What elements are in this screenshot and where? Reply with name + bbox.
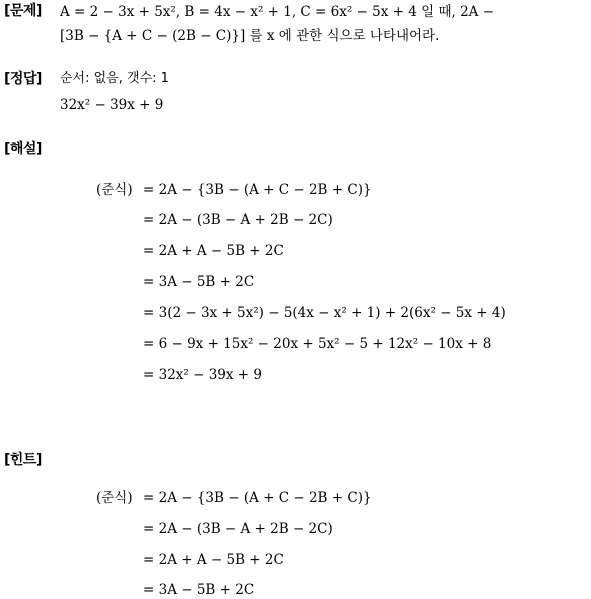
problem-statement-line-2: [3B − {A + C − (2B − C)}] 를 x 에 관한 식으로 나타내어라. — [60, 28, 440, 44]
solution-step-4: = 3A − 5B + 2C — [143, 274, 255, 290]
hint-step-3: = 2A + A − 5B + 2C — [143, 552, 284, 568]
answer-meta: 순서: 없음, 갯수: 1 — [60, 71, 169, 86]
solution-step-2: = 2A − (3B − A + 2B − 2C) — [143, 212, 333, 228]
hint-step-1: = 2A − {3B − (A + C − 2B + C)} — [143, 490, 372, 506]
solution-expression-label: (준식) — [96, 182, 133, 198]
solution-step-3: = 2A + A − 5B + 2C — [143, 243, 284, 259]
answer-value: 32x² − 39x + 9 — [60, 97, 164, 113]
hint-expression-label: (준식) — [96, 490, 133, 506]
solution-step-1: = 2A − {3B − (A + C − 2B + C)} — [143, 182, 372, 198]
solution-tag: [해설] — [4, 141, 42, 157]
hint-tag: [힌트] — [4, 452, 42, 468]
solution-step-5: = 3(2 − 3x + 5x²) − 5(4x − x² + 1) + 2(6x² − 5x + 4) — [143, 305, 506, 321]
solution-step-7: = 32x² − 39x + 9 — [143, 367, 262, 383]
problem-statement-line-1: A = 2 − 3x + 5x², B = 4x − x² + 1, C = 6x² − 5x + 4 일 때, 2A − — [60, 4, 495, 20]
solution-step-6: = 6 − 9x + 15x² − 20x + 5x² − 5 + 12x² − 10x + 8 — [143, 336, 492, 352]
answer-tag: [정답] — [4, 71, 42, 87]
hint-step-2: = 2A − (3B − A + 2B − 2C) — [143, 521, 333, 537]
hint-step-4: = 3A − 5B + 2C — [143, 582, 255, 598]
problem-tag: [문제] — [4, 3, 42, 19]
